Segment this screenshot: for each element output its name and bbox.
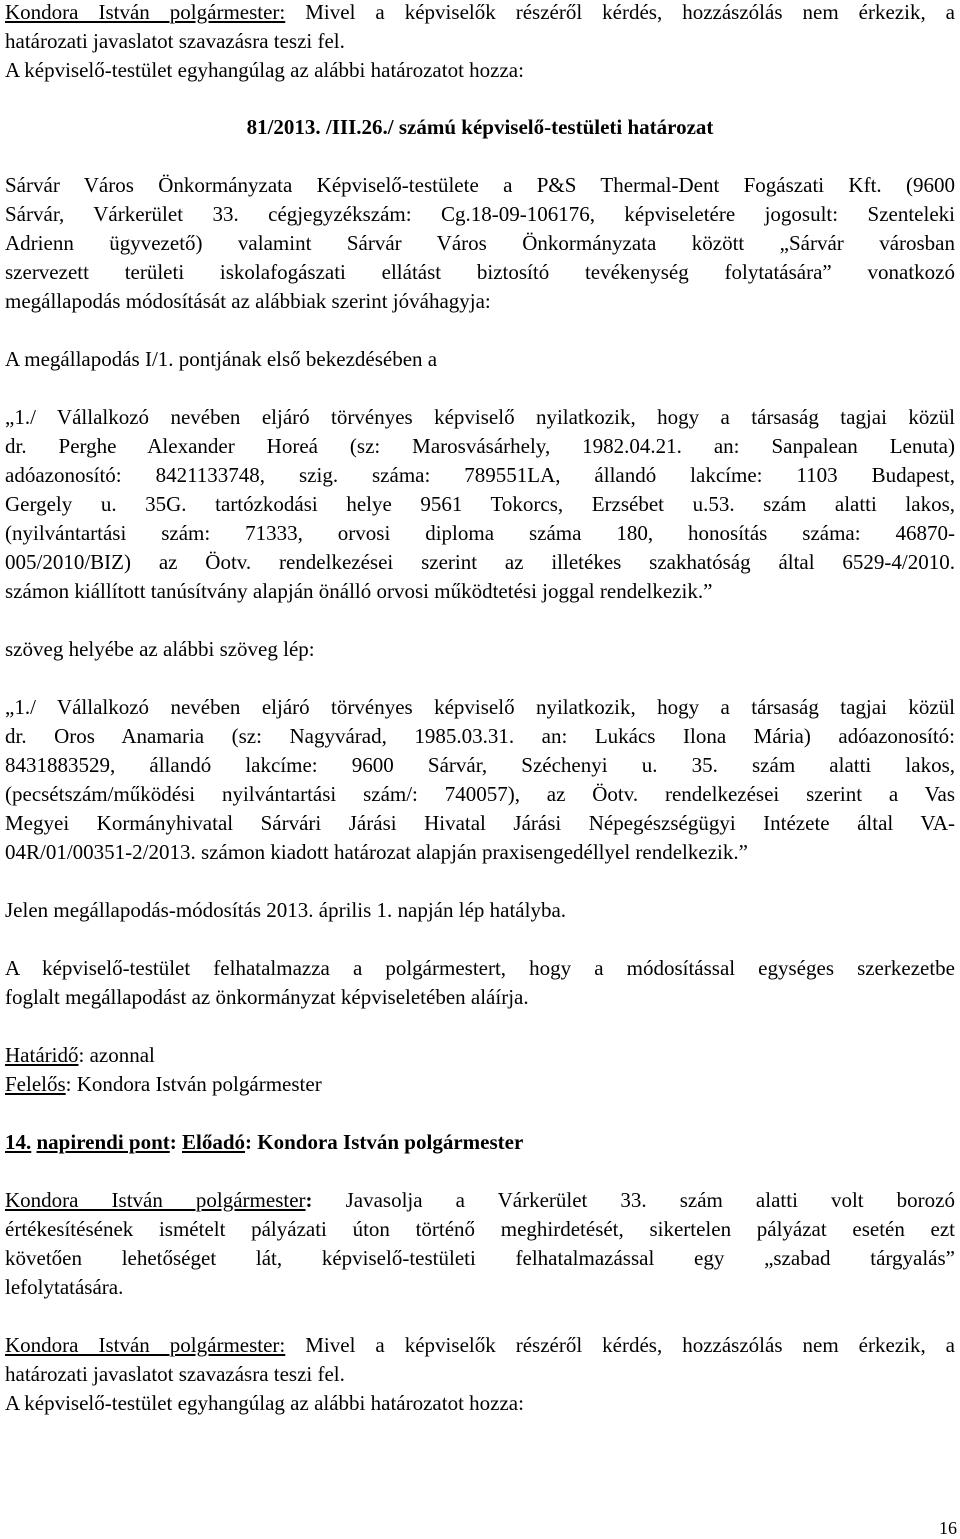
- deadline-label: Határidő: [5, 1043, 79, 1067]
- old-text-line: Gergely u. 35G. tartózkodási helye 9561 Tokorcs, Erzsébet u.53. szám alatti lakos,: [5, 492, 955, 516]
- authorization-line: foglalt megállapodást az önkormányzat képviseletében aláírja.: [5, 985, 529, 1009]
- resolution-line: Sárvár, Várkerület 33. cégjegyzékszám: Cg.18-09-106176, képviseletére jogosult: Szenteleki: [5, 202, 955, 226]
- speaker-name: Kondora István polgármester: [5, 1188, 306, 1212]
- new-text-line: Megyei Kormányhivatal Sárvári Járási Hivatal Járási Népegészségügyi Intézete által VA-: [5, 811, 955, 835]
- section-intro: A megállapodás I/1. pontjának első bekezdésében a: [5, 347, 438, 371]
- old-text-line: adóazonosító: 8421133748, szig. száma: 789551LA, állandó lakcíme: 1103 Budapest,: [5, 463, 955, 487]
- page-number: 16: [939, 1518, 957, 1538]
- old-text-line: dr. Perghe Alexander Horeá (sz: Marosvásárhely, 1982.04.21. an: Sanpalean Lenuta): [5, 434, 955, 458]
- replace-intro: szöveg helyébe az alábbi szöveg lép:: [5, 637, 315, 661]
- resolution-line: szervezett területi iskolafogászati ellátást biztosító tevékenység folytatására” vonatkozó: [5, 260, 955, 284]
- resolution-line: Adrienn ügyvezető) valamint Sárvár Város Önkormányzata között „Sárvár városban: [5, 231, 955, 255]
- paragraph-line: határozati javaslatot szavazásra teszi fel.: [5, 1362, 345, 1386]
- responsible-label: Felelős: [5, 1072, 66, 1096]
- speaker-name: Kondora István polgármester:: [5, 1333, 286, 1357]
- old-text-line: (nyilvántartási szám: 71333, orvosi diploma száma 180, honosítás száma: 46870-: [5, 521, 955, 545]
- resolution-title: 81/2013. /III.26./ számú képviselő-testületi határozat: [246, 115, 714, 139]
- speaker-name: Kondora István polgármester:: [5, 0, 286, 24]
- paragraph-line: követően lehetőséget lát, képviselő-testületi felhatalmazással egy „szabad tárgyalás”: [5, 1246, 955, 1270]
- authorization-line: A képviselő-testület felhatalmazza a polgármestert, hogy a módosítással egységes szerkezetbe: [5, 956, 955, 980]
- agenda-heading: 14. napirendi pont: Előadó: Kondora István polgármester: [5, 1130, 524, 1154]
- resolution-line: Sárvár Város Önkormányzata Képviselő-testülete a P&S Thermal-Dent Fogászati Kft. (9600: [5, 173, 955, 197]
- paragraph-line: A képviselő-testület egyhangúlag az alábbi határozatot hozza:: [5, 58, 524, 82]
- old-text-line: 005/2010/BIZ) az Öotv. rendelkezései szerint az illetékes szakhatóság által 6529-4/2010.: [5, 550, 955, 574]
- paragraph-line: Kondora István polgármester: Javasolja a Várkerület 33. szám alatti volt borozó: [5, 1188, 955, 1212]
- new-text-line: 04R/01/00351-2/2013. számon kiadott határozat alapján praxisengedéllyel rendelkezik.”: [5, 840, 748, 864]
- deadline: Határidő: azonnal: [5, 1043, 155, 1067]
- new-text-line: „1./ Vállalkozó nevében eljáró törvényes képviselő nyilatkozik, hogy a társaság tagjai közül: [5, 695, 955, 719]
- paragraph-line: Kondora István polgármester: Mivel a képviselők részéről kérdés, hozzászólás nem érkezik, a: [5, 1333, 956, 1357]
- old-text-line: számon kiállított tanúsítvány alapján önálló orvosi működtetési joggal rendelkezik.”: [5, 579, 713, 603]
- paragraph-line: határozati javaslatot szavazásra teszi fel.: [5, 29, 345, 53]
- responsible: Felelős: Kondora István polgármester: [5, 1072, 322, 1096]
- new-text-line: 8431883529, állandó lakcíme: 9600 Sárvár, Széchenyi u. 35. szám alatti lakos,: [5, 753, 955, 777]
- paragraph-line: lefolytatására.: [5, 1275, 124, 1299]
- old-text-line: „1./ Vállalkozó nevében eljáró törvényes képviselő nyilatkozik, hogy a társaság tagjai közül: [5, 405, 955, 429]
- resolution-line: megállapodás módosítását az alábbiak szerint jóváhagyja:: [5, 289, 491, 313]
- new-text-line: dr. Oros Anamaria (sz: Nagyvárad, 1985.03.31. an: Lukács Ilona Mária) adóazonosító:: [5, 724, 955, 748]
- new-text-line: (pecsétszám/működési nyilvántartási szám/: 740057), az Öotv. rendelkezései szerint a Vas: [5, 782, 955, 806]
- effective-date: Jelen megállapodás-módosítás 2013. április 1. napján lép hatályba.: [5, 898, 567, 922]
- paragraph-line: A képviselő-testület egyhangúlag az alábbi határozatot hozza:: [5, 1391, 524, 1415]
- paragraph-line: értékesítésének ismételt pályázati úton történő meghirdetését, sikertelen pályázat esetén ezt: [5, 1217, 955, 1241]
- paragraph-line: Kondora István polgármester: Mivel a képviselők részéről kérdés, hozzászólás nem érkezik, a: [5, 0, 956, 24]
